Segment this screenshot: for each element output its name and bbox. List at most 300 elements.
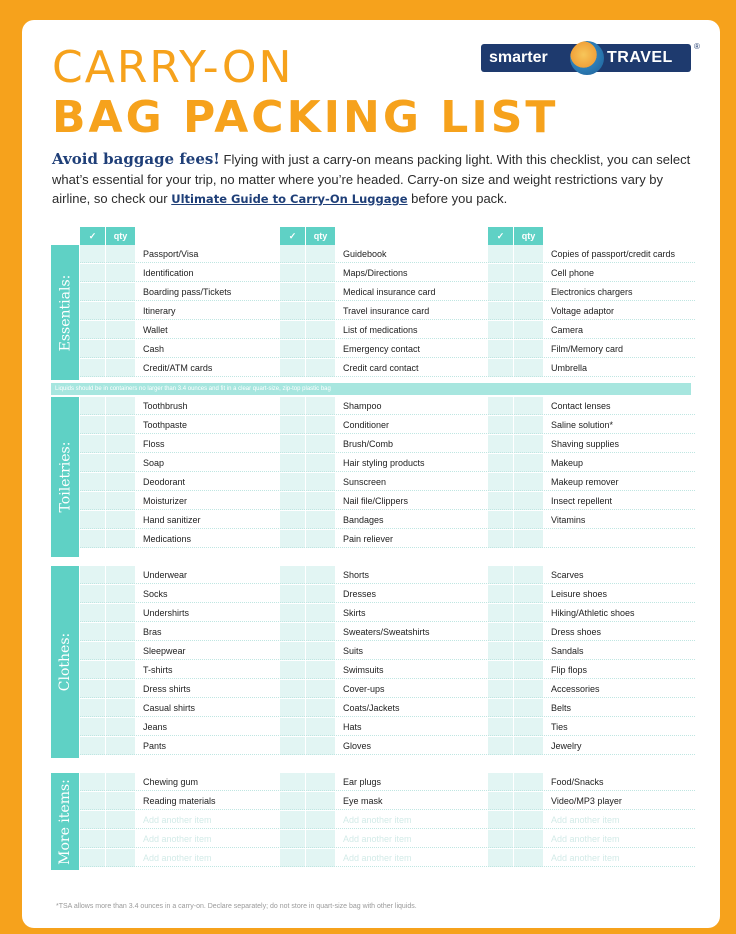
checkbox-cell[interactable] xyxy=(280,642,305,660)
row-divider xyxy=(488,716,695,717)
item-label: Jewelry xyxy=(551,741,582,751)
checklist-row xyxy=(80,245,283,263)
checkbox-cell[interactable] xyxy=(80,397,105,415)
qty-cell[interactable] xyxy=(306,302,335,320)
checklist-row xyxy=(488,416,695,434)
checklist-row xyxy=(80,849,283,867)
qty-cell[interactable] xyxy=(306,680,335,698)
checklist-row xyxy=(488,530,695,548)
checklist-row xyxy=(80,454,283,472)
qty-cell[interactable] xyxy=(306,340,335,358)
qty-cell[interactable] xyxy=(514,264,543,282)
checkbox-cell[interactable] xyxy=(488,340,513,358)
checkbox-cell[interactable] xyxy=(80,604,105,622)
item-label: Bras xyxy=(143,627,162,637)
checkbox-cell[interactable] xyxy=(488,473,513,491)
qty-cell[interactable] xyxy=(306,830,335,848)
qty-cell[interactable] xyxy=(514,830,543,848)
checklist-row xyxy=(488,492,695,510)
row-divider xyxy=(280,528,491,529)
checkbox-cell[interactable] xyxy=(280,718,305,736)
item-label: Moisturizer xyxy=(143,496,188,506)
qty-cell[interactable] xyxy=(106,604,135,622)
checkbox-cell[interactable] xyxy=(280,245,305,263)
checkbox-cell[interactable] xyxy=(280,566,305,584)
item-label: Boarding pass/Tickets xyxy=(143,287,232,297)
add-item-field[interactable]: Add another item xyxy=(143,815,212,825)
checkbox-cell[interactable] xyxy=(488,792,513,810)
checkbox-cell[interactable] xyxy=(280,773,305,791)
checklist-row xyxy=(488,830,695,848)
checkbox-cell[interactable] xyxy=(488,699,513,717)
checkbox-cell[interactable] xyxy=(80,773,105,791)
item-label: Insect repellent xyxy=(551,496,613,506)
item-label: Identification xyxy=(143,268,194,278)
checklist-row xyxy=(80,792,283,810)
item-label: Brush/Comb xyxy=(343,439,394,449)
item-label: Skirts xyxy=(343,608,366,618)
qty-cell[interactable] xyxy=(306,397,335,415)
qty-cell[interactable] xyxy=(106,699,135,717)
item-label: Flip flops xyxy=(551,665,588,675)
qty-cell[interactable] xyxy=(306,245,335,263)
checkbox-cell[interactable] xyxy=(80,811,105,829)
checkbox-cell[interactable] xyxy=(488,604,513,622)
checklist-row xyxy=(80,642,283,660)
checkbox-cell[interactable] xyxy=(280,340,305,358)
qty-cell[interactable] xyxy=(514,585,543,603)
checkbox-cell[interactable] xyxy=(488,245,513,263)
checkbox-cell[interactable] xyxy=(488,773,513,791)
qty-cell[interactable] xyxy=(306,661,335,679)
checkbox-cell[interactable] xyxy=(488,830,513,848)
checkbox-cell[interactable] xyxy=(280,416,305,434)
row-divider xyxy=(80,319,283,320)
checkbox-cell[interactable] xyxy=(488,623,513,641)
item-label: Socks xyxy=(143,589,168,599)
qty-cell[interactable] xyxy=(106,245,135,263)
checklist-row xyxy=(280,473,491,491)
checklist-row xyxy=(280,245,491,263)
qty-cell[interactable] xyxy=(514,321,543,339)
checklist-row xyxy=(80,830,283,848)
qty-cell[interactable] xyxy=(306,811,335,829)
checklist-row xyxy=(280,492,491,510)
item-label: Shampoo xyxy=(343,401,382,411)
checkbox-cell[interactable] xyxy=(488,454,513,472)
row-divider xyxy=(488,547,695,548)
checkbox-cell[interactable] xyxy=(488,416,513,434)
qty-cell[interactable] xyxy=(514,699,543,717)
checkbox-cell[interactable] xyxy=(280,699,305,717)
checklist-row xyxy=(80,340,283,358)
checkbox-cell[interactable] xyxy=(488,397,513,415)
checklist-row xyxy=(80,416,283,434)
section-label: More items: xyxy=(57,778,74,865)
qty-cell[interactable] xyxy=(106,680,135,698)
checklist-row xyxy=(280,849,491,867)
qty-cell[interactable] xyxy=(514,397,543,415)
checkbox-cell[interactable] xyxy=(488,811,513,829)
item-label: Casual shirts xyxy=(143,703,196,713)
row-divider xyxy=(280,602,491,603)
qty-cell[interactable] xyxy=(306,792,335,810)
checklist-row xyxy=(80,623,283,641)
checkbox-cell[interactable] xyxy=(488,511,513,529)
qty-cell[interactable] xyxy=(514,849,543,867)
qty-cell[interactable] xyxy=(306,585,335,603)
checkbox-cell[interactable] xyxy=(80,792,105,810)
checkbox-cell[interactable] xyxy=(280,585,305,603)
checkbox-cell[interactable] xyxy=(80,283,105,301)
checklist-row xyxy=(280,340,491,358)
qty-cell[interactable] xyxy=(306,321,335,339)
qty-cell[interactable] xyxy=(514,642,543,660)
checkbox-cell[interactable] xyxy=(80,435,105,453)
checklist-row xyxy=(80,435,283,453)
qty-cell[interactable] xyxy=(306,623,335,641)
checklist-row xyxy=(488,511,695,529)
checklist-row xyxy=(280,661,491,679)
checklist-row xyxy=(80,321,283,339)
checkbox-cell[interactable] xyxy=(80,830,105,848)
qty-cell[interactable] xyxy=(306,642,335,660)
qty-cell[interactable] xyxy=(306,359,335,377)
qty-cell[interactable] xyxy=(514,359,543,377)
qty-cell[interactable] xyxy=(106,264,135,282)
row-divider xyxy=(280,697,491,698)
row-divider xyxy=(488,528,695,529)
item-label: T-shirts xyxy=(143,665,173,675)
qty-cell[interactable] xyxy=(514,737,543,755)
checkbox-cell[interactable] xyxy=(80,737,105,755)
checkbox-cell[interactable] xyxy=(488,661,513,679)
qty-column-header: qty xyxy=(306,227,335,245)
checkbox-cell[interactable] xyxy=(280,680,305,698)
checkbox-cell[interactable] xyxy=(280,321,305,339)
qty-cell[interactable] xyxy=(306,416,335,434)
checkbox-cell[interactable] xyxy=(488,435,513,453)
qty-cell[interactable] xyxy=(106,359,135,377)
checkbox-cell[interactable] xyxy=(488,492,513,510)
checkbox-cell[interactable] xyxy=(280,737,305,755)
checklist-row xyxy=(80,566,283,584)
qty-cell[interactable] xyxy=(106,642,135,660)
qty-cell[interactable] xyxy=(306,283,335,301)
qty-cell[interactable] xyxy=(106,585,135,603)
item-label: Shaving supplies xyxy=(551,439,620,449)
qty-cell[interactable] xyxy=(514,340,543,358)
checkbox-cell[interactable] xyxy=(280,302,305,320)
checkbox-cell[interactable] xyxy=(488,642,513,660)
checklist-row xyxy=(488,680,695,698)
qty-cell[interactable] xyxy=(106,737,135,755)
checkbox-cell[interactable] xyxy=(280,530,305,548)
checkbox-cell[interactable] xyxy=(280,623,305,641)
checkbox-cell[interactable] xyxy=(80,642,105,660)
checkbox-cell[interactable] xyxy=(488,321,513,339)
qty-cell[interactable] xyxy=(514,792,543,810)
item-label: Deodorant xyxy=(143,477,186,487)
row-divider xyxy=(280,621,491,622)
item-label: Itinerary xyxy=(143,306,176,316)
checkbox-cell[interactable] xyxy=(488,566,513,584)
checkbox-cell[interactable] xyxy=(280,830,305,848)
section-label-band xyxy=(51,566,79,758)
row-divider xyxy=(280,754,491,755)
item-label: Dresses xyxy=(343,589,377,599)
checkbox-cell[interactable] xyxy=(280,604,305,622)
checkbox-cell[interactable] xyxy=(488,359,513,377)
item-label: Wallet xyxy=(143,325,168,335)
qty-cell[interactable] xyxy=(306,264,335,282)
checklist-row xyxy=(80,492,283,510)
smartertravel-logo[interactable] xyxy=(481,42,700,72)
checkbox-cell[interactable] xyxy=(80,245,105,263)
row-divider xyxy=(280,735,491,736)
qty-cell[interactable] xyxy=(306,530,335,548)
checkbox-cell[interactable] xyxy=(80,699,105,717)
item-label: Scarves xyxy=(551,570,584,580)
qty-cell[interactable] xyxy=(106,283,135,301)
checkbox-cell[interactable] xyxy=(80,849,105,867)
column-header xyxy=(488,227,543,245)
checkbox-cell[interactable] xyxy=(280,264,305,282)
checkbox-cell[interactable] xyxy=(80,585,105,603)
checklist-row xyxy=(488,718,695,736)
qty-cell[interactable] xyxy=(306,699,335,717)
checkbox-cell[interactable] xyxy=(80,623,105,641)
item-label: Underwear xyxy=(143,570,188,580)
row-divider xyxy=(488,754,695,755)
checklist-row xyxy=(80,604,283,622)
qty-cell[interactable] xyxy=(514,283,543,301)
checklist-row xyxy=(280,397,491,415)
qty-cell[interactable] xyxy=(514,435,543,453)
checkbox-cell[interactable] xyxy=(280,435,305,453)
item-label: Hair styling products xyxy=(343,458,425,468)
checklist-row xyxy=(280,773,491,791)
checklist-row xyxy=(488,811,695,829)
row-divider xyxy=(80,357,283,358)
qty-cell[interactable] xyxy=(514,416,543,434)
add-item-field[interactable]: Add another item xyxy=(551,834,620,844)
checklist-row xyxy=(280,830,491,848)
checkbox-cell[interactable] xyxy=(80,359,105,377)
qty-cell[interactable] xyxy=(306,435,335,453)
checkbox-cell[interactable] xyxy=(80,264,105,282)
item-label: Cover-ups xyxy=(343,684,385,694)
qty-cell[interactable] xyxy=(106,566,135,584)
checkbox-cell[interactable] xyxy=(80,566,105,584)
checkbox-cell[interactable] xyxy=(80,492,105,510)
qty-cell[interactable] xyxy=(106,830,135,848)
checkbox-cell[interactable] xyxy=(488,680,513,698)
checklist-row xyxy=(280,718,491,736)
qty-cell[interactable] xyxy=(306,492,335,510)
checkbox-cell[interactable] xyxy=(488,530,513,548)
checkbox-cell[interactable] xyxy=(280,849,305,867)
row-divider xyxy=(80,678,283,679)
qty-cell[interactable] xyxy=(306,473,335,491)
qty-cell[interactable] xyxy=(306,849,335,867)
qty-cell[interactable] xyxy=(106,340,135,358)
qty-cell[interactable] xyxy=(514,473,543,491)
checkbox-cell[interactable] xyxy=(488,585,513,603)
qty-cell[interactable] xyxy=(514,680,543,698)
item-label: Cash xyxy=(143,344,165,354)
checkbox-cell[interactable] xyxy=(488,737,513,755)
qty-cell[interactable] xyxy=(306,566,335,584)
checklist-row xyxy=(280,699,491,717)
qty-cell[interactable] xyxy=(514,811,543,829)
checklist-row xyxy=(80,397,283,415)
qty-cell[interactable] xyxy=(306,773,335,791)
qty-cell[interactable] xyxy=(514,718,543,736)
add-item-field[interactable]: Add another item xyxy=(343,815,412,825)
qty-cell[interactable] xyxy=(306,454,335,472)
item-label: Toothpaste xyxy=(143,420,188,430)
qty-cell[interactable] xyxy=(514,566,543,584)
item-label: Shorts xyxy=(343,570,370,580)
qty-cell[interactable] xyxy=(514,623,543,641)
checkbox-cell[interactable] xyxy=(488,283,513,301)
item-label: Video/MP3 player xyxy=(551,796,622,806)
checkbox-cell[interactable] xyxy=(80,511,105,529)
checklist-row xyxy=(488,699,695,717)
qty-cell[interactable] xyxy=(106,492,135,510)
qty-cell[interactable] xyxy=(106,773,135,791)
item-label: List of medications xyxy=(343,325,418,335)
item-label: Eye mask xyxy=(343,796,383,806)
qty-cell[interactable] xyxy=(106,530,135,548)
qty-cell[interactable] xyxy=(514,454,543,472)
checklist-sheet xyxy=(22,20,720,928)
qty-cell[interactable] xyxy=(106,623,135,641)
checkbox-cell[interactable] xyxy=(488,849,513,867)
checkbox-cell[interactable] xyxy=(280,661,305,679)
qty-cell[interactable] xyxy=(514,661,543,679)
item-label: Leisure shoes xyxy=(551,589,608,599)
qty-cell[interactable] xyxy=(106,849,135,867)
item-label: Contact lenses xyxy=(551,401,611,411)
checklist-row xyxy=(280,302,491,320)
section-label-band xyxy=(51,397,79,557)
qty-cell[interactable] xyxy=(514,530,543,548)
qty-cell[interactable] xyxy=(106,321,135,339)
add-item-field[interactable]: Add another item xyxy=(551,853,620,863)
item-label: Guidebook xyxy=(343,249,387,259)
item-label: Saline solution* xyxy=(551,420,614,430)
checkbox-cell[interactable] xyxy=(280,473,305,491)
qty-cell[interactable] xyxy=(306,737,335,755)
checklist-row xyxy=(488,792,695,810)
qty-cell[interactable] xyxy=(106,397,135,415)
checkbox-cell[interactable] xyxy=(280,511,305,529)
checkbox-cell[interactable] xyxy=(280,792,305,810)
item-label: Dress shoes xyxy=(551,627,602,637)
add-item-field[interactable]: Add another item xyxy=(343,834,412,844)
checkbox-cell[interactable] xyxy=(280,397,305,415)
checkbox-cell[interactable] xyxy=(80,416,105,434)
item-label: Sleepwear xyxy=(143,646,186,656)
checklist-row xyxy=(80,811,283,829)
column-header xyxy=(280,227,335,245)
qty-cell[interactable] xyxy=(514,302,543,320)
item-label: Hiking/Athletic shoes xyxy=(551,608,635,618)
qty-cell[interactable] xyxy=(514,773,543,791)
add-item-field[interactable]: Add another item xyxy=(551,815,620,825)
qty-cell[interactable] xyxy=(106,435,135,453)
qty-cell[interactable] xyxy=(106,661,135,679)
qty-cell[interactable] xyxy=(306,718,335,736)
qty-cell[interactable] xyxy=(514,604,543,622)
item-label: Chewing gum xyxy=(143,777,199,787)
item-label: Credit/ATM cards xyxy=(143,363,213,373)
qty-cell[interactable] xyxy=(106,511,135,529)
item-label: Bandages xyxy=(343,515,384,525)
qty-cell[interactable] xyxy=(106,416,135,434)
row-divider xyxy=(488,659,695,660)
checkbox-cell[interactable] xyxy=(280,283,305,301)
row-divider xyxy=(488,735,695,736)
qty-cell[interactable] xyxy=(106,811,135,829)
checkbox-cell[interactable] xyxy=(80,661,105,679)
qty-column-header: qty xyxy=(106,227,135,245)
checkbox-cell[interactable] xyxy=(280,359,305,377)
checkbox-cell[interactable] xyxy=(280,454,305,472)
checkbox-cell[interactable] xyxy=(488,718,513,736)
title-line-2: BAG PACKING LIST xyxy=(52,92,559,143)
checkbox-cell[interactable] xyxy=(488,264,513,282)
qty-cell[interactable] xyxy=(106,302,135,320)
item-label: Dress shirts xyxy=(143,684,191,694)
checkbox-cell[interactable] xyxy=(80,340,105,358)
qty-cell[interactable] xyxy=(106,718,135,736)
qty-cell[interactable] xyxy=(514,245,543,263)
checkbox-cell[interactable] xyxy=(80,473,105,491)
checkbox-cell[interactable] xyxy=(488,302,513,320)
qty-cell[interactable] xyxy=(106,454,135,472)
qty-cell[interactable] xyxy=(306,604,335,622)
checklist-row xyxy=(488,849,695,867)
carry-on-guide-link[interactable]: Ultimate Guide to Carry-On Luggage xyxy=(171,192,408,206)
checklist-row xyxy=(488,264,695,282)
checklist-row xyxy=(488,585,695,603)
checkbox-cell[interactable] xyxy=(80,454,105,472)
checkbox-cell[interactable] xyxy=(80,321,105,339)
checkbox-cell[interactable] xyxy=(80,718,105,736)
section-label-wrap xyxy=(51,566,79,758)
add-item-field[interactable]: Add another item xyxy=(143,834,212,844)
checklist-row xyxy=(488,359,695,377)
checkbox-cell[interactable] xyxy=(280,811,305,829)
checkbox-cell[interactable] xyxy=(280,492,305,510)
checkbox-cell[interactable] xyxy=(80,680,105,698)
qty-cell[interactable] xyxy=(514,511,543,529)
qty-cell[interactable] xyxy=(106,473,135,491)
add-item-field[interactable]: Add another item xyxy=(143,853,212,863)
checklist-row xyxy=(280,454,491,472)
qty-cell[interactable] xyxy=(306,511,335,529)
qty-cell[interactable] xyxy=(514,492,543,510)
checkbox-cell[interactable] xyxy=(80,530,105,548)
qty-cell[interactable] xyxy=(106,792,135,810)
checklist-row xyxy=(280,435,491,453)
add-item-field[interactable]: Add another item xyxy=(343,853,412,863)
checklist-row xyxy=(280,566,491,584)
checkbox-cell[interactable] xyxy=(80,302,105,320)
